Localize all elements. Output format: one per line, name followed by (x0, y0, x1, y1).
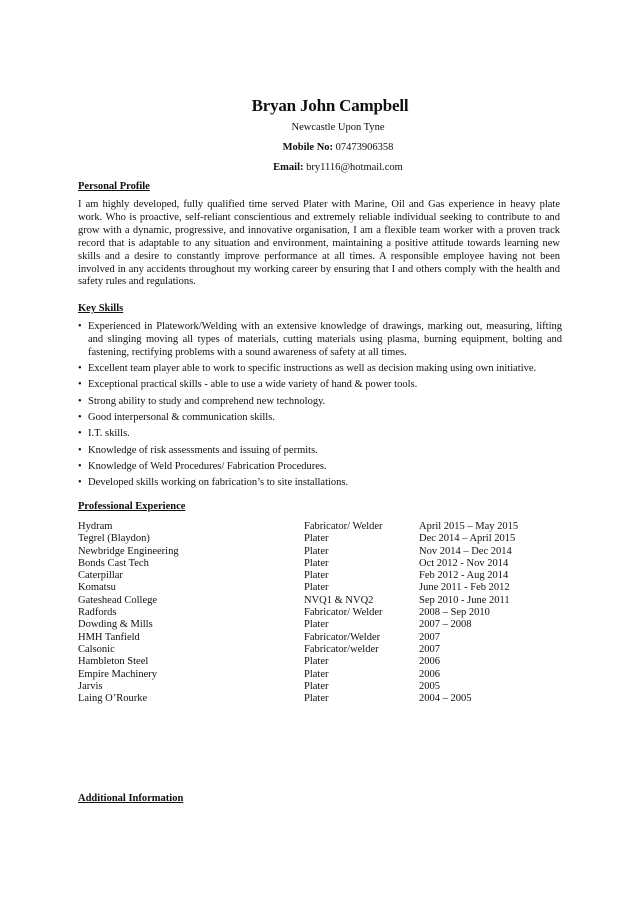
table-row (78, 521, 569, 533)
email-label: Email: (273, 162, 304, 173)
skill-item (78, 379, 562, 392)
table-row (78, 607, 569, 619)
key-skills-heading: Key Skills (78, 303, 124, 314)
experience-role: Plater (304, 533, 329, 545)
experience-dates: Nov 2014 – Dec 2014 (419, 545, 512, 557)
experience-dates: 2006 (419, 668, 440, 680)
bullet-icon: • (78, 477, 82, 489)
skill-item (78, 461, 562, 474)
experience-employer: Bonds Cast Tech (78, 557, 149, 569)
bullet-icon: • (78, 460, 82, 472)
experience-dates: 2007 (419, 631, 440, 643)
skill-item (78, 396, 562, 409)
table-row (78, 669, 569, 681)
experience-employer: Laing O’Rourke (78, 693, 148, 705)
experience-role: Plater (304, 619, 329, 631)
experience-dates: 2008 – Sep 2010 (419, 607, 490, 619)
skill-text: Excellent team player able to work to specific instructions as well as decision making using own initiative. (88, 363, 537, 375)
experience-employer: Gateshead College (78, 594, 158, 606)
professional-experience-heading: Professional Experience (78, 501, 186, 512)
bullet-icon: • (78, 395, 82, 407)
experience-table (78, 521, 569, 705)
experience-role: NVQ1 & NVQ2 (304, 594, 374, 606)
table-row (78, 582, 569, 594)
skill-item (78, 321, 562, 360)
mobile-line (38, 142, 638, 153)
experience-employer: Tegrel (Blaydon) (78, 533, 150, 545)
skill-text: I.T. skills. (88, 428, 130, 440)
experience-dates: 2005 (419, 680, 440, 692)
skill-item (78, 445, 562, 458)
skill-text: Exceptional practical skills - able to use a wide variety of hand & power tools. (88, 379, 418, 391)
experience-employer: Empire Machinery (78, 668, 158, 680)
experience-dates: Feb 2012 - Aug 2014 (419, 570, 509, 582)
experience-dates: 2007 (419, 643, 440, 655)
experience-role: Plater (304, 693, 329, 705)
table-row (78, 533, 569, 545)
experience-employer: Dowding & Mills (78, 619, 153, 631)
personal-profile-heading: Personal Profile (78, 181, 150, 192)
skill-item (78, 477, 562, 490)
mobile-label: Mobile No: (282, 142, 334, 153)
email-value: bry1116@hotmail.com (306, 162, 403, 173)
table-row (78, 546, 569, 558)
table-row (78, 693, 569, 705)
additional-information-heading: Additional Information (78, 793, 184, 804)
table-row (78, 570, 569, 582)
skill-text: Knowledge of risk assessments and issuing of permits. (88, 444, 318, 456)
experience-employer: Jarvis (78, 680, 103, 692)
bullet-icon: • (78, 321, 82, 332)
experience-dates: June 2011 - Feb 2012 (419, 582, 510, 594)
table-row (78, 632, 569, 644)
table-row (78, 644, 569, 656)
key-skills-list (78, 321, 562, 493)
skill-text: Experienced in Platework/Welding with an extensive knowledge of drawings, marking out, measuring, lifting and slinging moving all types of materials, cutting materials using plasma, burning equipment, bolting and fastening, rectifying problems with a sound awareness of safety at all times. (88, 321, 562, 358)
bullet-icon: • (78, 428, 82, 440)
table-row (78, 681, 569, 693)
skill-item (78, 412, 562, 425)
experience-employer: Radfords (78, 607, 117, 619)
skill-item (78, 428, 562, 441)
skill-item (78, 363, 562, 376)
skill-text: Strong ability to study and comprehend new technology. (88, 395, 326, 407)
experience-role: Plater (304, 545, 329, 557)
bullet-icon: • (78, 379, 82, 391)
experience-dates: 2006 (419, 656, 440, 668)
table-row (78, 558, 569, 570)
personal-profile-text: I am highly developed, fully qualified time served Plater with Marine, Oil and Gas experience in heavy plate work. Who is proactive, self-reliant conscientious and extremely reliable individual seeking to contribute to and grow with a dynamic, progressive, and innovative organisation, I am a flexible team worker with a proven track record that is adaptable to any situation and environment, maintaining a positive attitude towards learning new skills and a desire to constantly improve performance at all times. A responsible employee having not been involved in any accidents throughout my working career by ensuring that I and others comply with the health and safety rules and regulations. (78, 199, 560, 288)
candidate-name: Bryan John Campbell (251, 96, 409, 115)
cv-header (0, 96, 638, 173)
skill-text: Good interpersonal & communication skills. (88, 412, 275, 423)
experience-role: Fabricator/ Welder (304, 607, 383, 619)
experience-dates: Oct 2012 - Nov 2014 (419, 557, 509, 569)
experience-employer: Hambleton Steel (78, 656, 149, 668)
table-row (78, 656, 569, 668)
bullet-icon: • (78, 444, 82, 456)
experience-employer: Calsonic (78, 643, 115, 655)
table-row (78, 595, 569, 607)
experience-employer: Komatsu (78, 582, 116, 594)
candidate-location: Newcastle Upon Tyne (291, 122, 385, 133)
experience-role: Plater (304, 656, 329, 668)
experience-role: Fabricator/Welder (304, 631, 381, 643)
experience-role: Plater (304, 668, 329, 680)
experience-employer: Caterpillar (78, 570, 123, 582)
experience-dates: Dec 2014 – April 2015 (419, 533, 516, 545)
experience-employer: Newbridge Engineering (78, 545, 179, 557)
table-row (78, 619, 569, 631)
experience-role: Fabricator/ Welder (304, 521, 383, 532)
mobile-value: 07473906358 (335, 142, 394, 153)
experience-role: Plater (304, 680, 329, 692)
email-line (38, 162, 638, 173)
skill-text: Developed skills working on fabrication’s to site installations. (88, 477, 349, 489)
experience-dates: 2004 – 2005 (419, 693, 472, 705)
experience-dates: Sep 2010 - June 2011 (419, 594, 510, 606)
experience-role: Plater (304, 582, 329, 594)
experience-role: Plater (304, 557, 329, 569)
bullet-icon: • (78, 412, 82, 423)
bullet-icon: • (78, 363, 82, 375)
experience-employer: HMH Tanfield (78, 631, 140, 643)
experience-dates: April 2015 – May 2015 (419, 521, 519, 532)
experience-employer: Hydram (78, 521, 113, 532)
experience-dates: 2007 – 2008 (419, 619, 472, 631)
skill-text: Knowledge of Weld Procedures/ Fabrication Procedures. (88, 460, 327, 472)
experience-role: Fabricator/welder (304, 643, 379, 655)
experience-role: Plater (304, 570, 329, 582)
